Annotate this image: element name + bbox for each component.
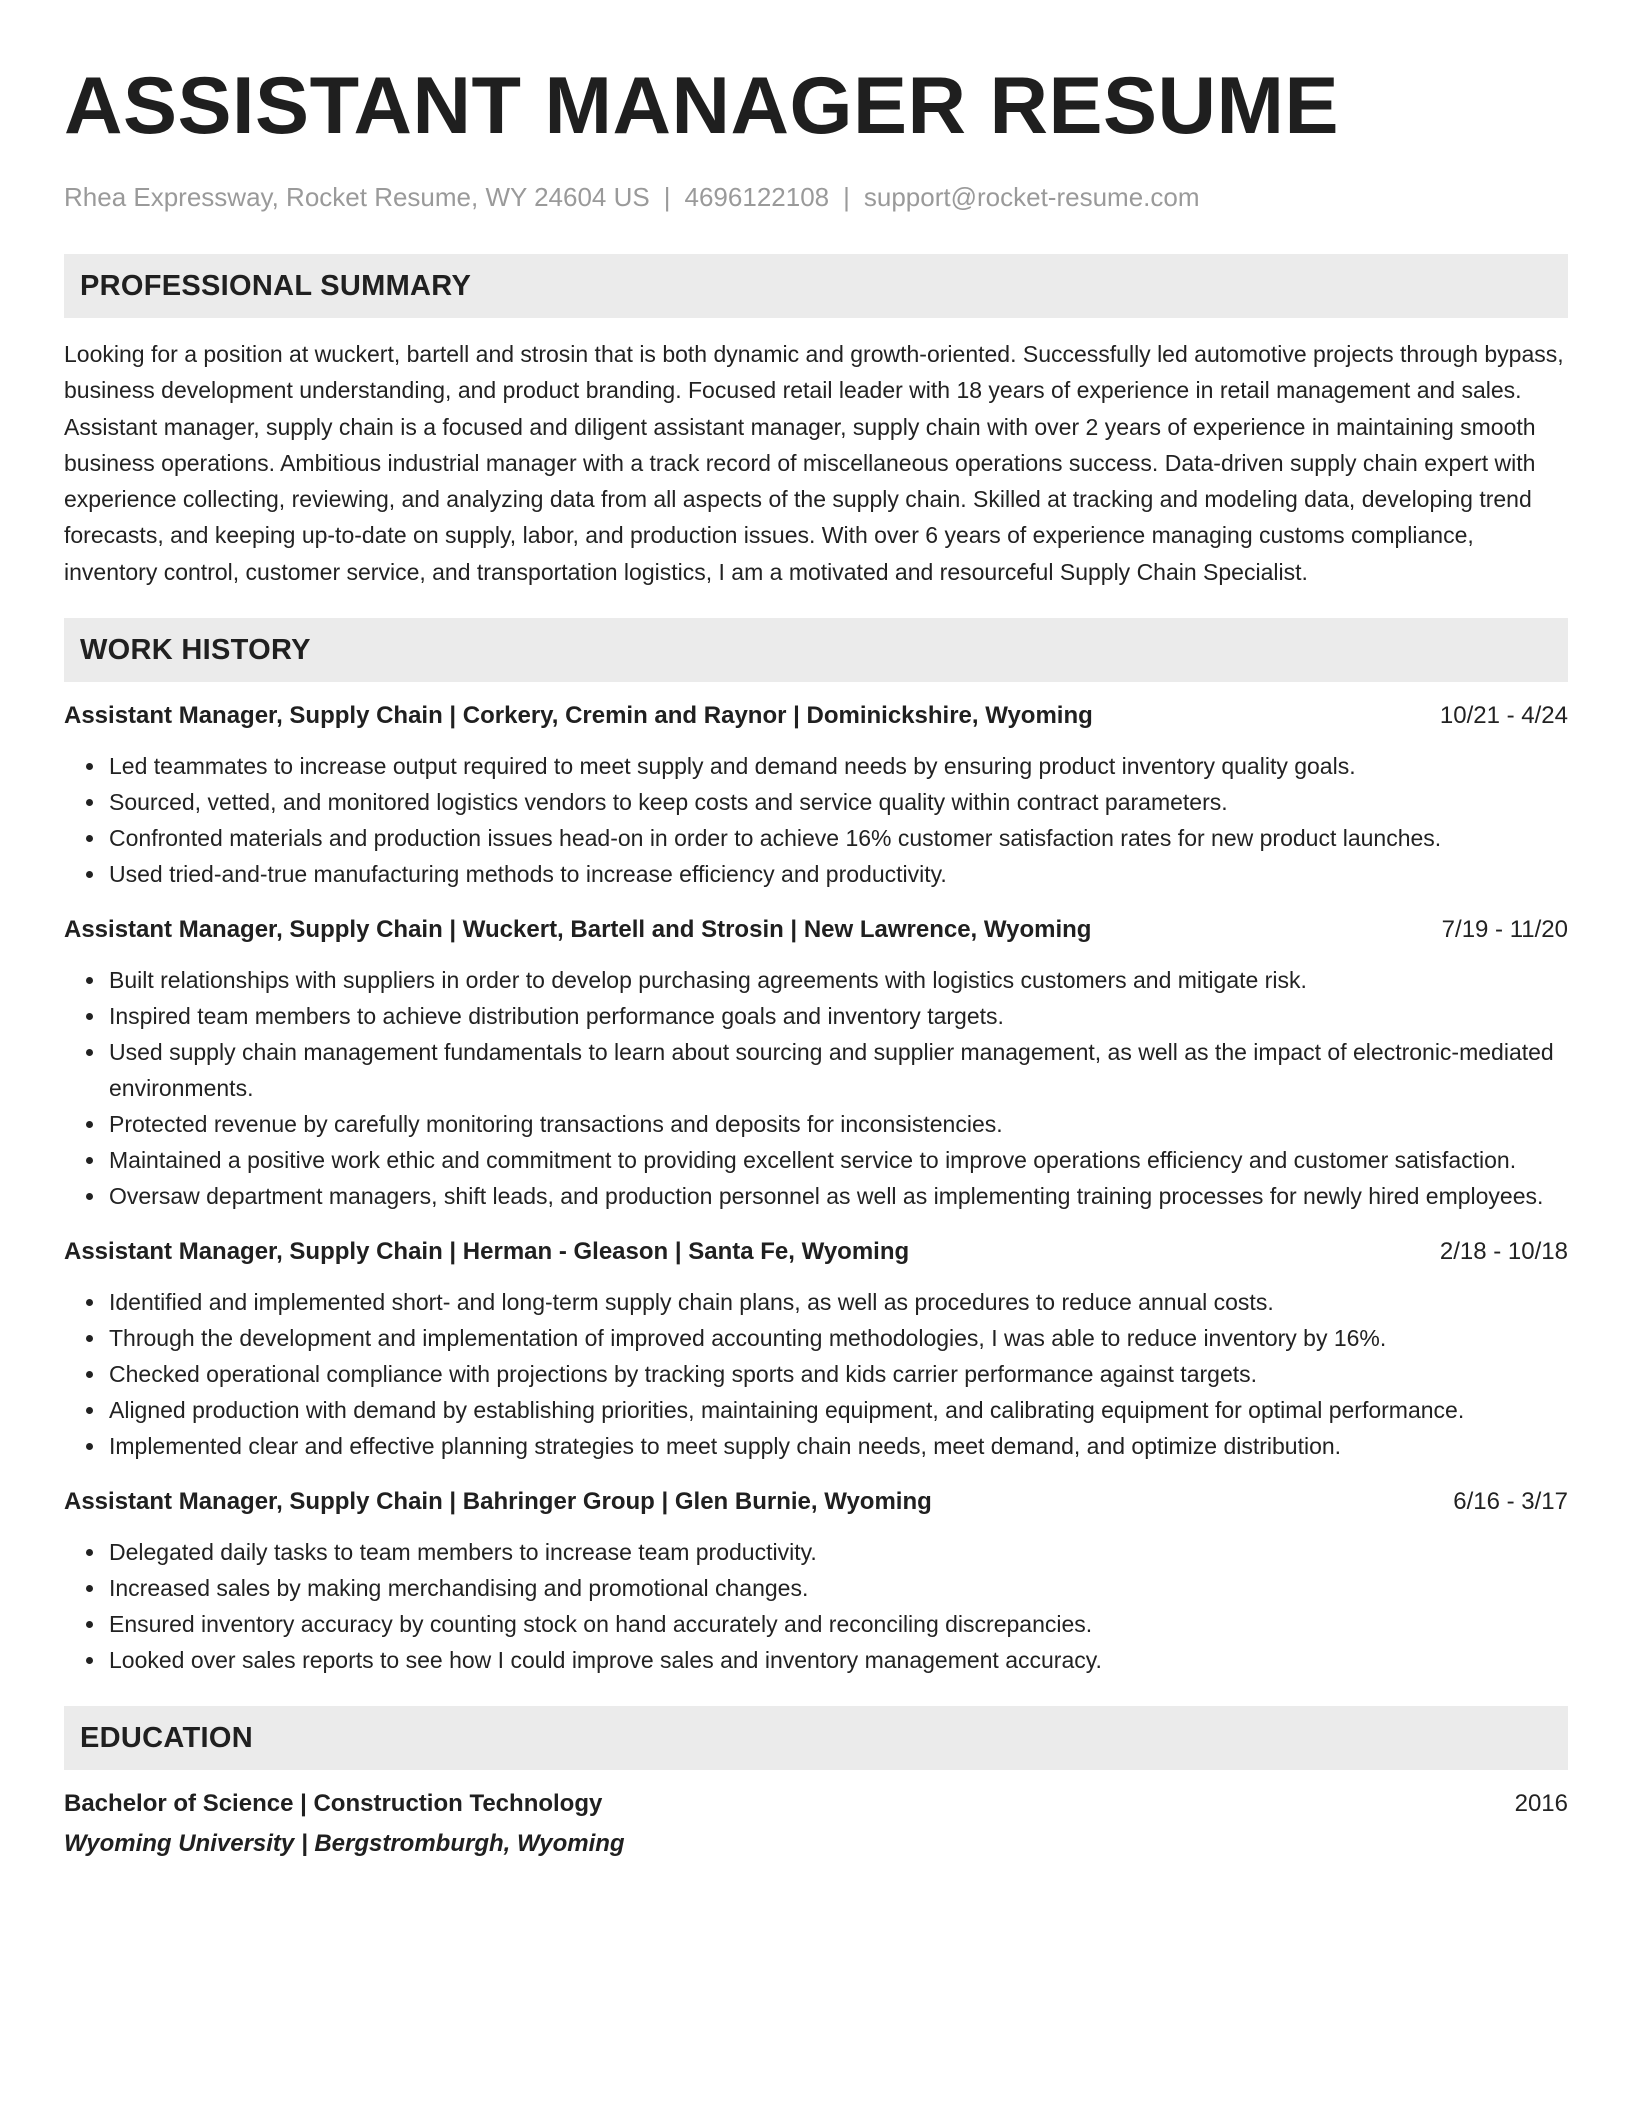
job-title: Assistant Manager, Supply Chain | Corkery, Cremin and Raynor | Dominickshire, Wyoming	[64, 702, 1093, 730]
bullet-item: • Confronted materials and production issues head-on in order to achieve 16% customer satisfaction rates for new product launches.	[107, 820, 1568, 856]
bullet-item: • Through the development and implementation of improved accounting methodologies, I was able to reduce inventory by 16%.	[107, 1320, 1568, 1356]
job-entry	[64, 1486, 1568, 1678]
bullet-item: • Identified and implemented short- and long-term supply chain plans, as well as procedures to reduce annual costs.	[107, 1284, 1568, 1320]
summary-text: Looking for a position at wuckert, bartell and strosin that is both dynamic and growth-oriented. Successfully led automotive projects through bypass, business development understanding, and product branding. Focused retail leader with 18 years of experience in retail management and sales. Assistant manager, supply chain is a focused and diligent assistant manager, supply chain with over 2 years of experience in maintaining smooth business operations. Ambitious industrial manager with a track record of miscellaneous operations success. Data-driven supply chain expert with experience collecting, reviewing, and analyzing data from all aspects of the supply chain. Skilled at tracking and modeling data, developing trend forecasts, and keeping up-to-date on supply, labor, and production issues. With over 6 years of experience managing customs compliance, inventory control, customer service, and transportation logistics, I am a motivated and resourceful Supply Chain Specialist.	[64, 341, 1564, 585]
bullet-item: • Ensured inventory accuracy by counting stock on hand accurately and reconciling discrepancies.	[107, 1606, 1568, 1642]
contact-phone: 4696122108	[684, 182, 830, 212]
bullet-item: • Implemented clear and effective planning strategies to meet supply chain needs, meet demand, and optimize distribution.	[107, 1428, 1568, 1464]
bullet-item: • Oversaw department managers, shift leads, and production personnel as well as implementing training processes for newly hired employees.	[107, 1178, 1568, 1214]
contact-separator: |	[843, 182, 850, 212]
contact-line	[64, 180, 1568, 214]
bullet-item: • Used supply chain management fundamentals to learn about sourcing and supplier management, as well as the impact of electronic-mediated environments.	[107, 1034, 1568, 1106]
contact-address: Rhea Expressway, Rocket Resume, WY 24604 US	[64, 182, 650, 212]
job-header	[64, 914, 1568, 946]
job-header	[64, 700, 1568, 732]
job-title: Assistant Manager, Supply Chain | Bahringer Group | Glen Burnie, Wyoming	[64, 1488, 932, 1516]
bullet-item: • Maintained a positive work ethic and commitment to providing excellent service to improve operations efficiency and customer satisfaction.	[107, 1142, 1568, 1178]
bullet-item: • Checked operational compliance with projections by tracking sports and kids carrier performance against targets.	[107, 1356, 1568, 1392]
job-header	[64, 1236, 1568, 1268]
bullet-item: • Increased sales by making merchandising and promotional changes.	[107, 1570, 1568, 1606]
job-dates: 10/21 - 4/24	[1439, 702, 1568, 730]
bullet-item: • Aligned production with demand by establishing priorities, maintaining equipment, and calibrating equipment for optimal performance.	[107, 1392, 1568, 1428]
education-degree: Bachelor of Science | Construction Technology	[64, 1790, 603, 1818]
resume-title: ASSISTANT MANAGER RESUME	[64, 61, 1340, 151]
section-header-summary: PROFESSIONAL SUMMARY	[64, 254, 1568, 318]
job-entry	[64, 700, 1568, 892]
bullet-item: • Built relationships with suppliers in order to develop purchasing agreements with logistics customers and mitigate risk.	[107, 962, 1568, 998]
contact-separator: |	[663, 182, 671, 212]
education-entry	[64, 1788, 1568, 1860]
bullet-item: • Delegated daily tasks to team members to increase team productivity.	[107, 1534, 1568, 1570]
bullet-item: • Used tried-and-true manufacturing methods to increase efficiency and productivity.	[107, 856, 1568, 892]
job-bullets	[64, 1284, 1568, 1464]
contact-email: support@rocket-resume.com	[863, 182, 1200, 212]
job-bullets	[64, 962, 1568, 1214]
job-bullets	[64, 748, 1568, 892]
section-header-work: WORK HISTORY	[64, 618, 1568, 682]
job-title: Assistant Manager, Supply Chain | Herman - Gleason | Santa Fe, Wyoming	[64, 1238, 910, 1266]
bullet-item: • Looked over sales reports to see how I could improve sales and inventory management accuracy.	[107, 1642, 1568, 1678]
job-dates: 6/16 - 3/17	[1453, 1488, 1568, 1516]
job-dates: 2/18 - 10/18	[1439, 1238, 1568, 1266]
job-entry	[64, 1236, 1568, 1464]
bullet-item: • Protected revenue by carefully monitoring transactions and deposits for inconsistencies.	[107, 1106, 1568, 1142]
section-header-education: EDUCATION	[64, 1706, 1568, 1770]
education-header	[64, 1788, 1568, 1820]
job-dates: 7/19 - 11/20	[1441, 916, 1568, 944]
job-header	[64, 1486, 1568, 1518]
job-title: Assistant Manager, Supply Chain | Wuckert, Bartell and Strosin | New Lawrence, Wyoming	[64, 916, 1092, 944]
bullet-item: • Led teammates to increase output required to meet supply and demand needs by ensuring product inventory quality goals.	[107, 748, 1568, 784]
job-entry	[64, 914, 1568, 1214]
bullet-item: • Sourced, vetted, and monitored logistics vendors to keep costs and service quality within contract parameters.	[107, 784, 1568, 820]
education-school: Wyoming University | Bergstromburgh, Wyoming	[64, 1830, 625, 1858]
education-year: 2016	[1514, 1790, 1568, 1818]
bullet-item: • Inspired team members to achieve distribution performance goals and inventory targets.	[107, 998, 1568, 1034]
job-bullets	[64, 1534, 1568, 1678]
